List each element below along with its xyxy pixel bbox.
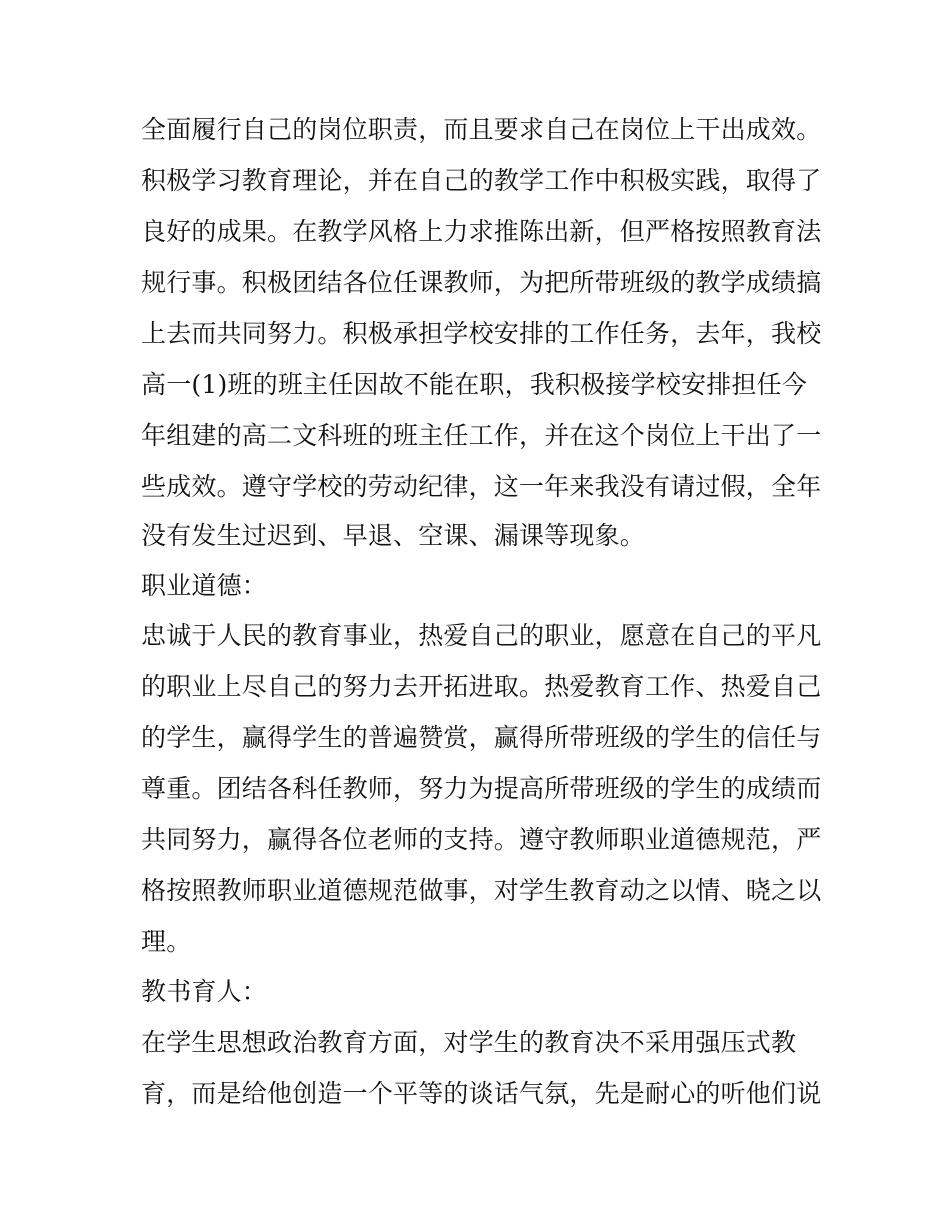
text-line: 上去而共同努力。积极承担学校安排的工作任务，去年，我校 (141, 319, 822, 348)
text-line: 理。 (141, 927, 192, 956)
text-line: 忠诚于人民的教育事业，热爱自己的职业，愿意在自己的平凡 (141, 621, 822, 650)
text-line: 些成效。遵守学校的劳动纪律，这一年来我没有请过假，全年 (141, 472, 822, 501)
text-line: 在学生思想政治教育方面，对学生的教育决不采用强压式教 (141, 1028, 797, 1057)
text-line: 高一(1)班的班主任因故不能在职，我积极接学校安排担任今 (141, 370, 808, 399)
text-line: 共同努力，赢得各位老师的支持。遵守教师职业道德规范，严 (141, 825, 822, 854)
text-line: 的学生，赢得学生的普遍赞赏，赢得所带班级的学生的信任与 (141, 723, 822, 752)
text-line: 年组建的高二文科班的班主任工作，并在这个岗位上干出了一 (141, 421, 822, 450)
text-line: 良好的成果。在教学风格上力求推陈出新，但严格按照教育法 (141, 217, 822, 246)
section-heading-professional-ethics: 职业道德： (141, 571, 268, 600)
section-heading-teaching-and-educating: 教书育人： (141, 977, 268, 1006)
text-line: 全面履行自己的岗位职责，而且要求自己在岗位上干出成效。 (141, 115, 822, 144)
text-line: 的职业上尽自己的努力去开拓进取。热爱教育工作、热爱自己 (141, 672, 822, 701)
text-line: 积极学习教育理论，并在自己的教学工作中积极实践，取得了 (141, 166, 822, 195)
text-line: 规行事。积极团结各位任课教师，为把所带班级的教学成绩搞 (141, 268, 822, 297)
text-line: 格按照教师职业道德规范做事，对学生教育动之以情、晓之以 (141, 876, 822, 905)
text-line: 没有发生过迟到、早退、空课、漏课等现象。 (141, 521, 646, 550)
text-line: 育，而是给他创造一个平等的谈话气氛，先是耐心的听他们说 (141, 1079, 822, 1108)
text-line: 尊重。团结各科任教师，努力为提高所带班级的学生的成绩而 (141, 774, 822, 803)
